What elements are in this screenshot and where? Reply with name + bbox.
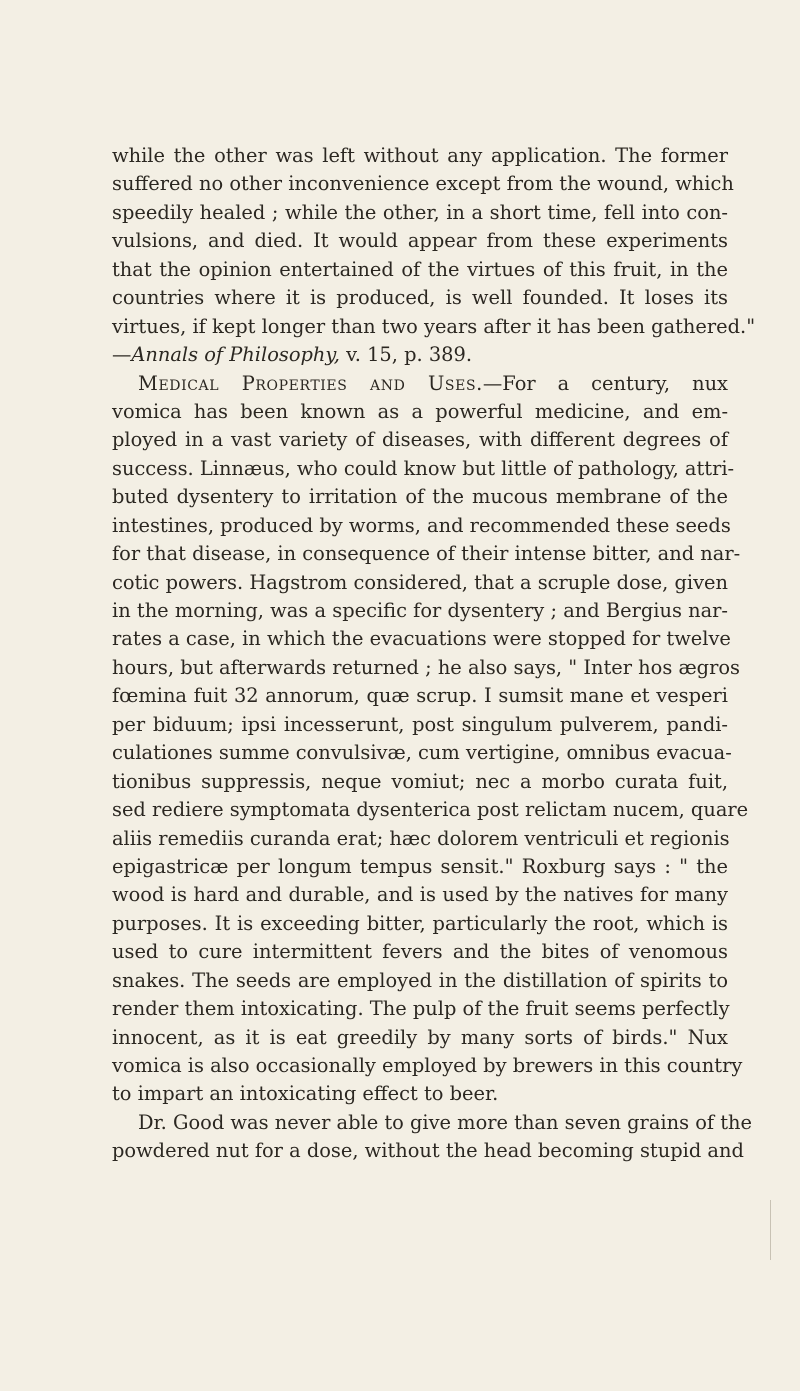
text-line: while the other was left without any application. The former bbox=[112, 144, 728, 167]
text-line: suffered no other inconvenience except from the wound, which bbox=[112, 172, 734, 196]
text-line: hours, but afterwards returned ; he also says, " Inter hos ægros bbox=[112, 655, 740, 679]
page-edge-mark bbox=[770, 1200, 771, 1260]
text-line: snakes. The seeds are employed in the distillation of spirits to bbox=[112, 968, 728, 992]
text-line: intestines, produced by worms, and recommended these seeds bbox=[112, 513, 731, 537]
text-line: countries where it is produced, is well founded. It loses its bbox=[112, 286, 728, 310]
text-line: epigastricæ per longum tempus sensit." Roxburg says : " the bbox=[112, 854, 728, 878]
text-line bbox=[112, 341, 728, 369]
text-line: for that disease, in consequence of their intense bitter, and nar- bbox=[112, 542, 741, 566]
text-line: culationes summe convulsivæ, cum vertigine, omnibus evacua- bbox=[112, 741, 732, 765]
text-line: speedily healed ; while the other, in a short time, fell into con- bbox=[112, 200, 728, 224]
text-line: render them intoxicating. The pulp of the fruit seems perfectly bbox=[112, 997, 730, 1021]
text-line: used to cure intermittent fevers and the bites of venomous bbox=[112, 940, 728, 964]
text-line: tionibus suppressis, neque vomiut; nec a morbo curata fuit, bbox=[112, 769, 728, 793]
text-line: innocent, as it is eat greedily by many sorts of birds." Nux bbox=[112, 1025, 728, 1049]
text-line: that the opinion entertained of the virtues of this fruit, in the bbox=[112, 257, 728, 281]
text-line: vomica has been known as a powerful medicine, and em- bbox=[112, 399, 728, 423]
section-heading: Medical Properties and Uses. bbox=[138, 371, 483, 395]
text-line: in the morning, was a specific for dysentery ; and Bergius nar- bbox=[112, 599, 728, 622]
citation-title: Annals of Philosophy, bbox=[131, 343, 340, 367]
text-line: powdered nut for a dose, without the head becoming stupid and bbox=[112, 1139, 744, 1163]
text-line: vulsions, and died. It would appear from these experiments bbox=[112, 229, 728, 253]
text-fragment: v. 15, p. 389. bbox=[339, 343, 473, 367]
text-line: to impart an intoxicating effect to beer. bbox=[112, 1082, 499, 1106]
text-line: ployed in a vast variety of diseases, with different degrees of bbox=[112, 428, 728, 452]
text-fragment: — bbox=[112, 343, 132, 367]
text-line: vomica is also occasionally employed by brewers in this country bbox=[112, 1054, 743, 1077]
text-fragment: —For a century, nux bbox=[482, 371, 728, 395]
text-line: rates a case, in which the evacuations were stopped for twelve bbox=[112, 627, 731, 651]
text-line bbox=[112, 370, 728, 398]
text-line: success. Linnæus, who could know but little of pathology, attri- bbox=[112, 456, 735, 480]
body-text bbox=[112, 142, 756, 1166]
text-line: virtues, if kept longer than two years after it has been gathered." bbox=[112, 314, 756, 338]
text-line: purposes. It is exceeding bitter, particularly the root, which is bbox=[112, 911, 728, 935]
text-line: per biduum; ipsi incesserunt, post singulum pulverem, pandi- bbox=[112, 712, 728, 736]
text-line: wood is hard and durable, and is used by the natives for many bbox=[112, 883, 728, 907]
text-line: fœmina fuit 32 annorum, quæ scrup. I sumsit mane et vesperi bbox=[112, 684, 728, 708]
text-line: buted dysentery to irritation of the mucous membrane of the bbox=[112, 485, 728, 509]
text-line: sed rediere symptomata dysenterica post relictam nucem, quare bbox=[112, 798, 749, 822]
text-line: Dr. Good was never able to give more than seven grains of the bbox=[138, 1110, 752, 1134]
text-line: aliis remediis curanda erat; hæc dolorem ventriculi et regionis bbox=[112, 826, 730, 850]
text-line: cotic powers. Hagstrom considered, that a scruple dose, given bbox=[112, 570, 728, 594]
